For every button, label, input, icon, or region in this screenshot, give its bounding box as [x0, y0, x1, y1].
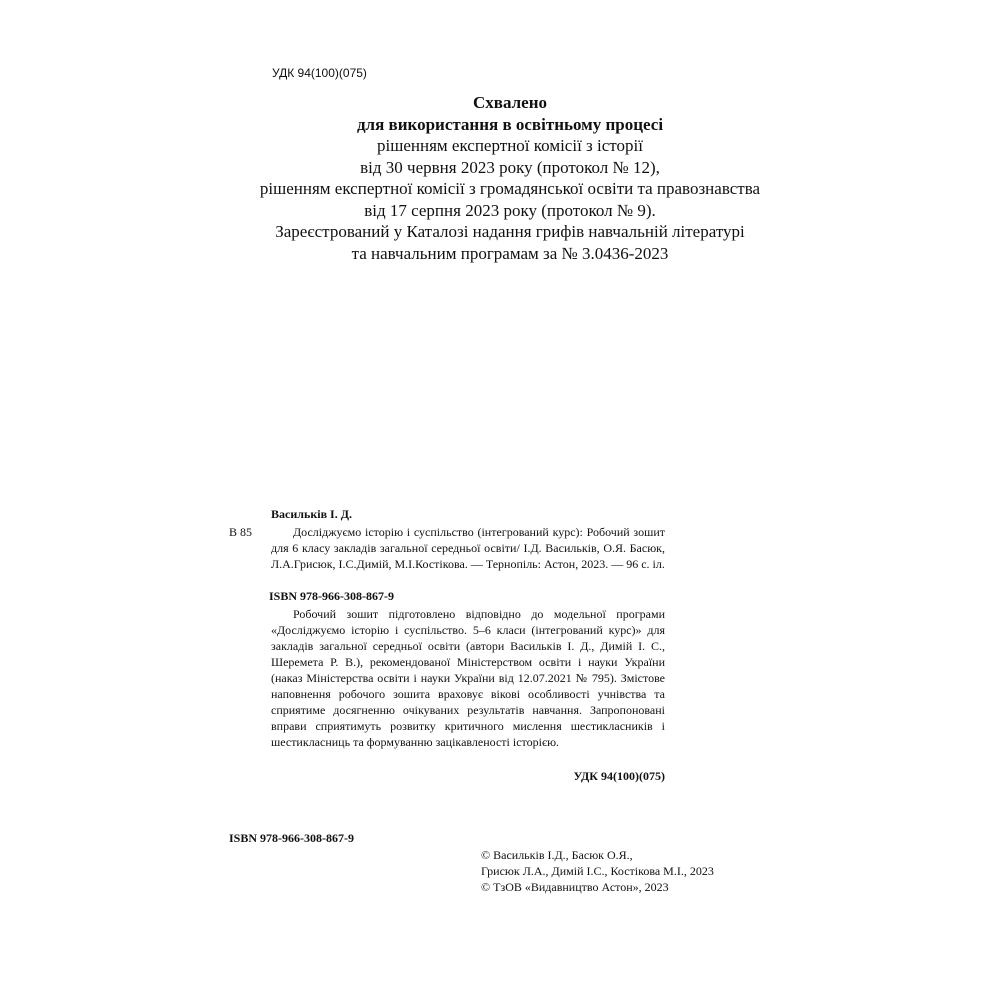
approval-decision-civic: рішенням експертної комісії з громадянської освіти та правознавства — [259, 179, 761, 198]
approval-title: Схвалено — [473, 93, 547, 112]
catalog-number: та навчальним програмам за № 3.0436-2023 — [351, 243, 669, 263]
approval-purpose: для використання в освітньому процесі — [356, 114, 664, 134]
approval-date-history: від 30 червня 2023 року (протокол № 12), — [360, 157, 660, 177]
approval-decision-history: рішенням експертної комісії з історії — [377, 136, 643, 155]
udk-record: УДК 94(100)(075) — [573, 769, 665, 783]
annotation-text: Робочий зошит підготовлено відповідно до модельної програми «Досліджуємо історію і суспільство. 5–6 класи (інтегрований курс)» для закладів загальної середньої освіти (автори Васильків І. Д., Димій І. С., Шеремета Р. В.), рекомендованої Міністерством освіти і науки України (наказ Міністерства освіти і науки України від 12.07.2021 № 795). Змістове наповнення робочого зошита враховує вікові особливості учнівства та сприятиме досягненню очікуваних результатів навчання. Запропоновані вправи сприятимуть розвитку критичного мислення шестикласників і шестикласниць та формуванню зацікавленості історією. — [271, 607, 665, 749]
author-heading: Васильків І. Д. — [271, 507, 352, 521]
catalog-registration: Зареєстрований у Каталозі надання грифів навчальній літературі — [275, 222, 745, 241]
udk-header: УДК 94(100)(075) — [272, 66, 367, 80]
bibliographic-description: Досліджуємо історію і суспільство (інтегрований курс): Робочий зошит для 6 класу закладів загальної середньої освіти/ І.Д. Васильків, О.Я. Басюк, Л.А.Грисюк, І.С.Димій, М.І.Костікова. — Тернопіль: Астон, 2023. — 96 с. іл. — [271, 525, 665, 571]
copyright-block — [481, 847, 714, 895]
copyright-authors-2: Грисюк Л.А., Димій І.С., Костікова М.І., 2023 — [481, 864, 714, 878]
copyright-authors-1: © Васильків І.Д., Басюк О.Я., — [481, 848, 633, 862]
isbn-footer: ISBN 978-966-308-867-9 — [229, 831, 354, 845]
approval-block — [0, 92, 1000, 264]
classification-code: В 85 — [229, 525, 253, 539]
approval-date-civic: від 17 серпня 2023 року (протокол № 9). — [364, 200, 656, 220]
copyright-publisher: © ТзОВ «Видавництво Астон», 2023 — [481, 880, 669, 894]
isbn-record: ISBN 978-966-308-867-9 — [269, 589, 394, 603]
